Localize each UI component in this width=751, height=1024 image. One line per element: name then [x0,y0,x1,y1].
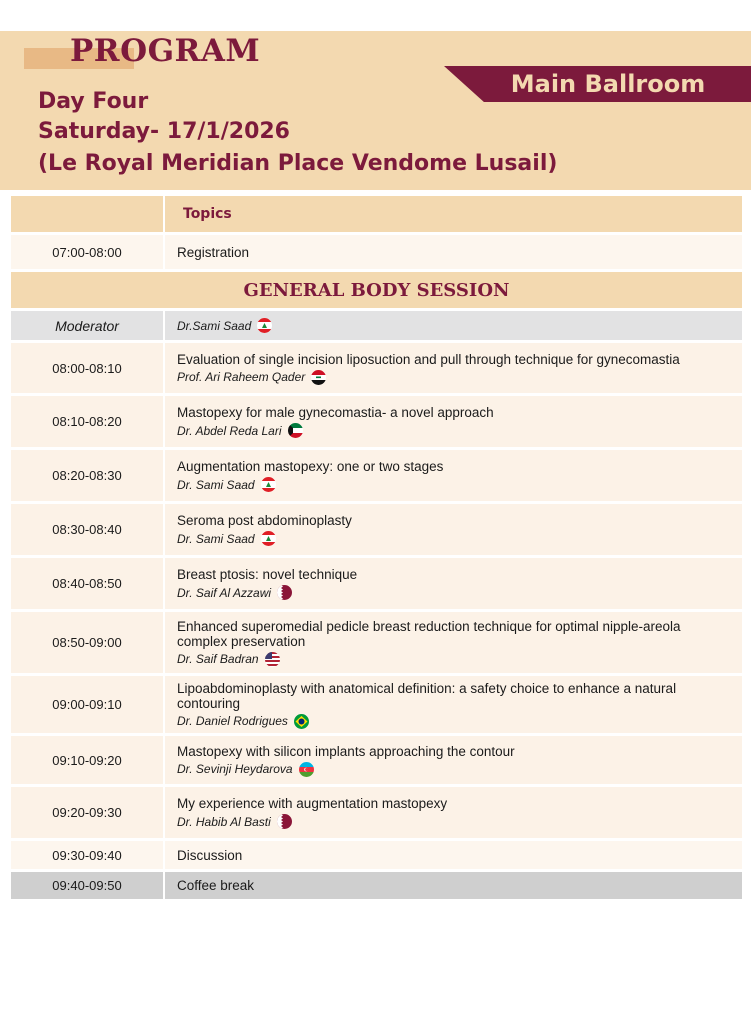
speaker-line [177,652,734,667]
topic-cell [165,872,742,899]
time-cell: 08:10-08:20 [11,396,163,447]
talk-row [11,736,742,784]
topic-cell [165,558,742,609]
speaker-name: Dr. Daniel Rodrigues [177,714,288,728]
topic-cell [165,396,742,447]
time-cell: 08:30-08:40 [11,504,163,555]
lebanon-flag-icon [257,318,272,333]
talk-row [11,787,742,838]
speaker-line [177,423,734,438]
lebanon-flag-icon [261,531,276,546]
topic-cell [165,787,742,838]
coffee-break-row [11,872,742,899]
topics-header-label: Topics [183,206,232,222]
table-header-row [11,196,742,232]
talk-row [11,676,742,733]
speaker-name: Dr. Habib Al Basti [177,814,271,829]
talk-row [11,504,742,555]
program-title: PROGRAM [70,33,261,69]
venue-label: (Le Royal Meridian Place Vendome Lusail) [38,151,558,176]
qatar-flag-icon [277,585,292,600]
topic-title: Evaluation of single incision liposuction and pull through technique for gynecomastia [177,351,680,367]
azerbaijan-flag-icon [299,762,314,777]
moderator-name-line [177,318,734,333]
speaker-name: Dr. Sami Saad [177,531,255,546]
talk-row [11,343,742,393]
topic-cell [165,450,742,501]
topic-title: Discussion [177,847,243,863]
talk-row [11,558,742,609]
topic-title: Registration [177,244,250,260]
topic-title: Mastopexy with silicon implants approaching the contour [177,743,515,759]
topic-title: Seroma post abdominoplasty [177,513,352,528]
speaker-line [177,585,734,600]
speaker-line [177,370,734,385]
time-cell: 09:20-09:30 [11,787,163,838]
time-cell: 08:50-09:00 [11,612,163,673]
topic-cell [165,612,742,673]
topic-cell [165,504,742,555]
topic-title: Augmentation mastopexy: one or two stages [177,459,444,474]
speaker-name: Dr. Abdel Reda Lari [177,423,282,438]
topic-cell [165,736,742,784]
discussion-row [11,841,742,869]
brazil-flag-icon [294,714,309,729]
topic-title: Mastopexy for male gynecomastia- a novel approach [177,405,494,420]
topic-title: Lipoabdominoplasty with anatomical definition: a safety choice to enhance a natural contouring [177,680,677,711]
topic-title: Breast ptosis: novel technique [177,567,358,582]
talk-row [11,612,742,673]
time-cell: 09:40-09:50 [11,872,163,899]
talk-row [11,450,742,501]
talks-list [11,343,742,838]
speaker-line [177,531,734,546]
time-cell: 08:40-08:50 [11,558,163,609]
room-label: Main Ballroom [510,70,706,98]
program-table [11,196,742,902]
speaker-name: Dr. Sami Saad [177,477,255,492]
topic-cell [165,841,742,869]
session-title: GENERAL BODY SESSION [11,272,742,308]
topic-cell [165,343,742,393]
speaker-line [177,762,734,777]
talk-row [11,396,742,447]
topic-title: My experience with augmentation mastopexy [177,796,448,811]
time-column-header [11,196,163,232]
speaker-line [177,814,734,829]
time-cell: 08:00-08:10 [11,343,163,393]
speaker-name: Prof. Ari Raheem Qader [177,370,306,384]
time-cell: 09:30-09:40 [11,841,163,869]
time-cell: 09:00-09:10 [11,676,163,733]
lebanon-flag-icon [261,477,276,492]
iraq-flag-icon [311,370,326,385]
topics-column-header [165,196,742,232]
moderator-label: Moderator [11,311,163,340]
date-label: Saturday- 17/1/2026 [38,119,290,144]
speaker-line [177,477,734,492]
topic-title: Enhanced superomedial pedicle breast reduction technique for optimal nipple-areola complex preservation [177,618,681,649]
moderator-name: Dr.Sami Saad [177,318,252,333]
qatar-flag-icon [277,814,292,829]
time-cell: 07:00-08:00 [11,235,163,269]
moderator-row [11,311,742,340]
time-cell: 09:10-09:20 [11,736,163,784]
day-label: Day Four [38,89,149,114]
topic-cell [165,676,742,733]
speaker-name: Dr. Sevinji Heydarova [177,762,293,776]
usa-flag-icon [265,652,280,667]
topic-title: Coffee break [177,878,255,893]
speaker-line [177,714,734,729]
kuwait-flag-icon [288,423,303,438]
topic-cell [165,235,742,269]
registration-row [11,235,742,269]
moderator-cell [165,311,742,340]
speaker-name: Dr. Saif Badran [177,652,259,666]
time-cell: 08:20-08:30 [11,450,163,501]
speaker-name: Dr. Saif Al Azzawi [177,585,272,600]
